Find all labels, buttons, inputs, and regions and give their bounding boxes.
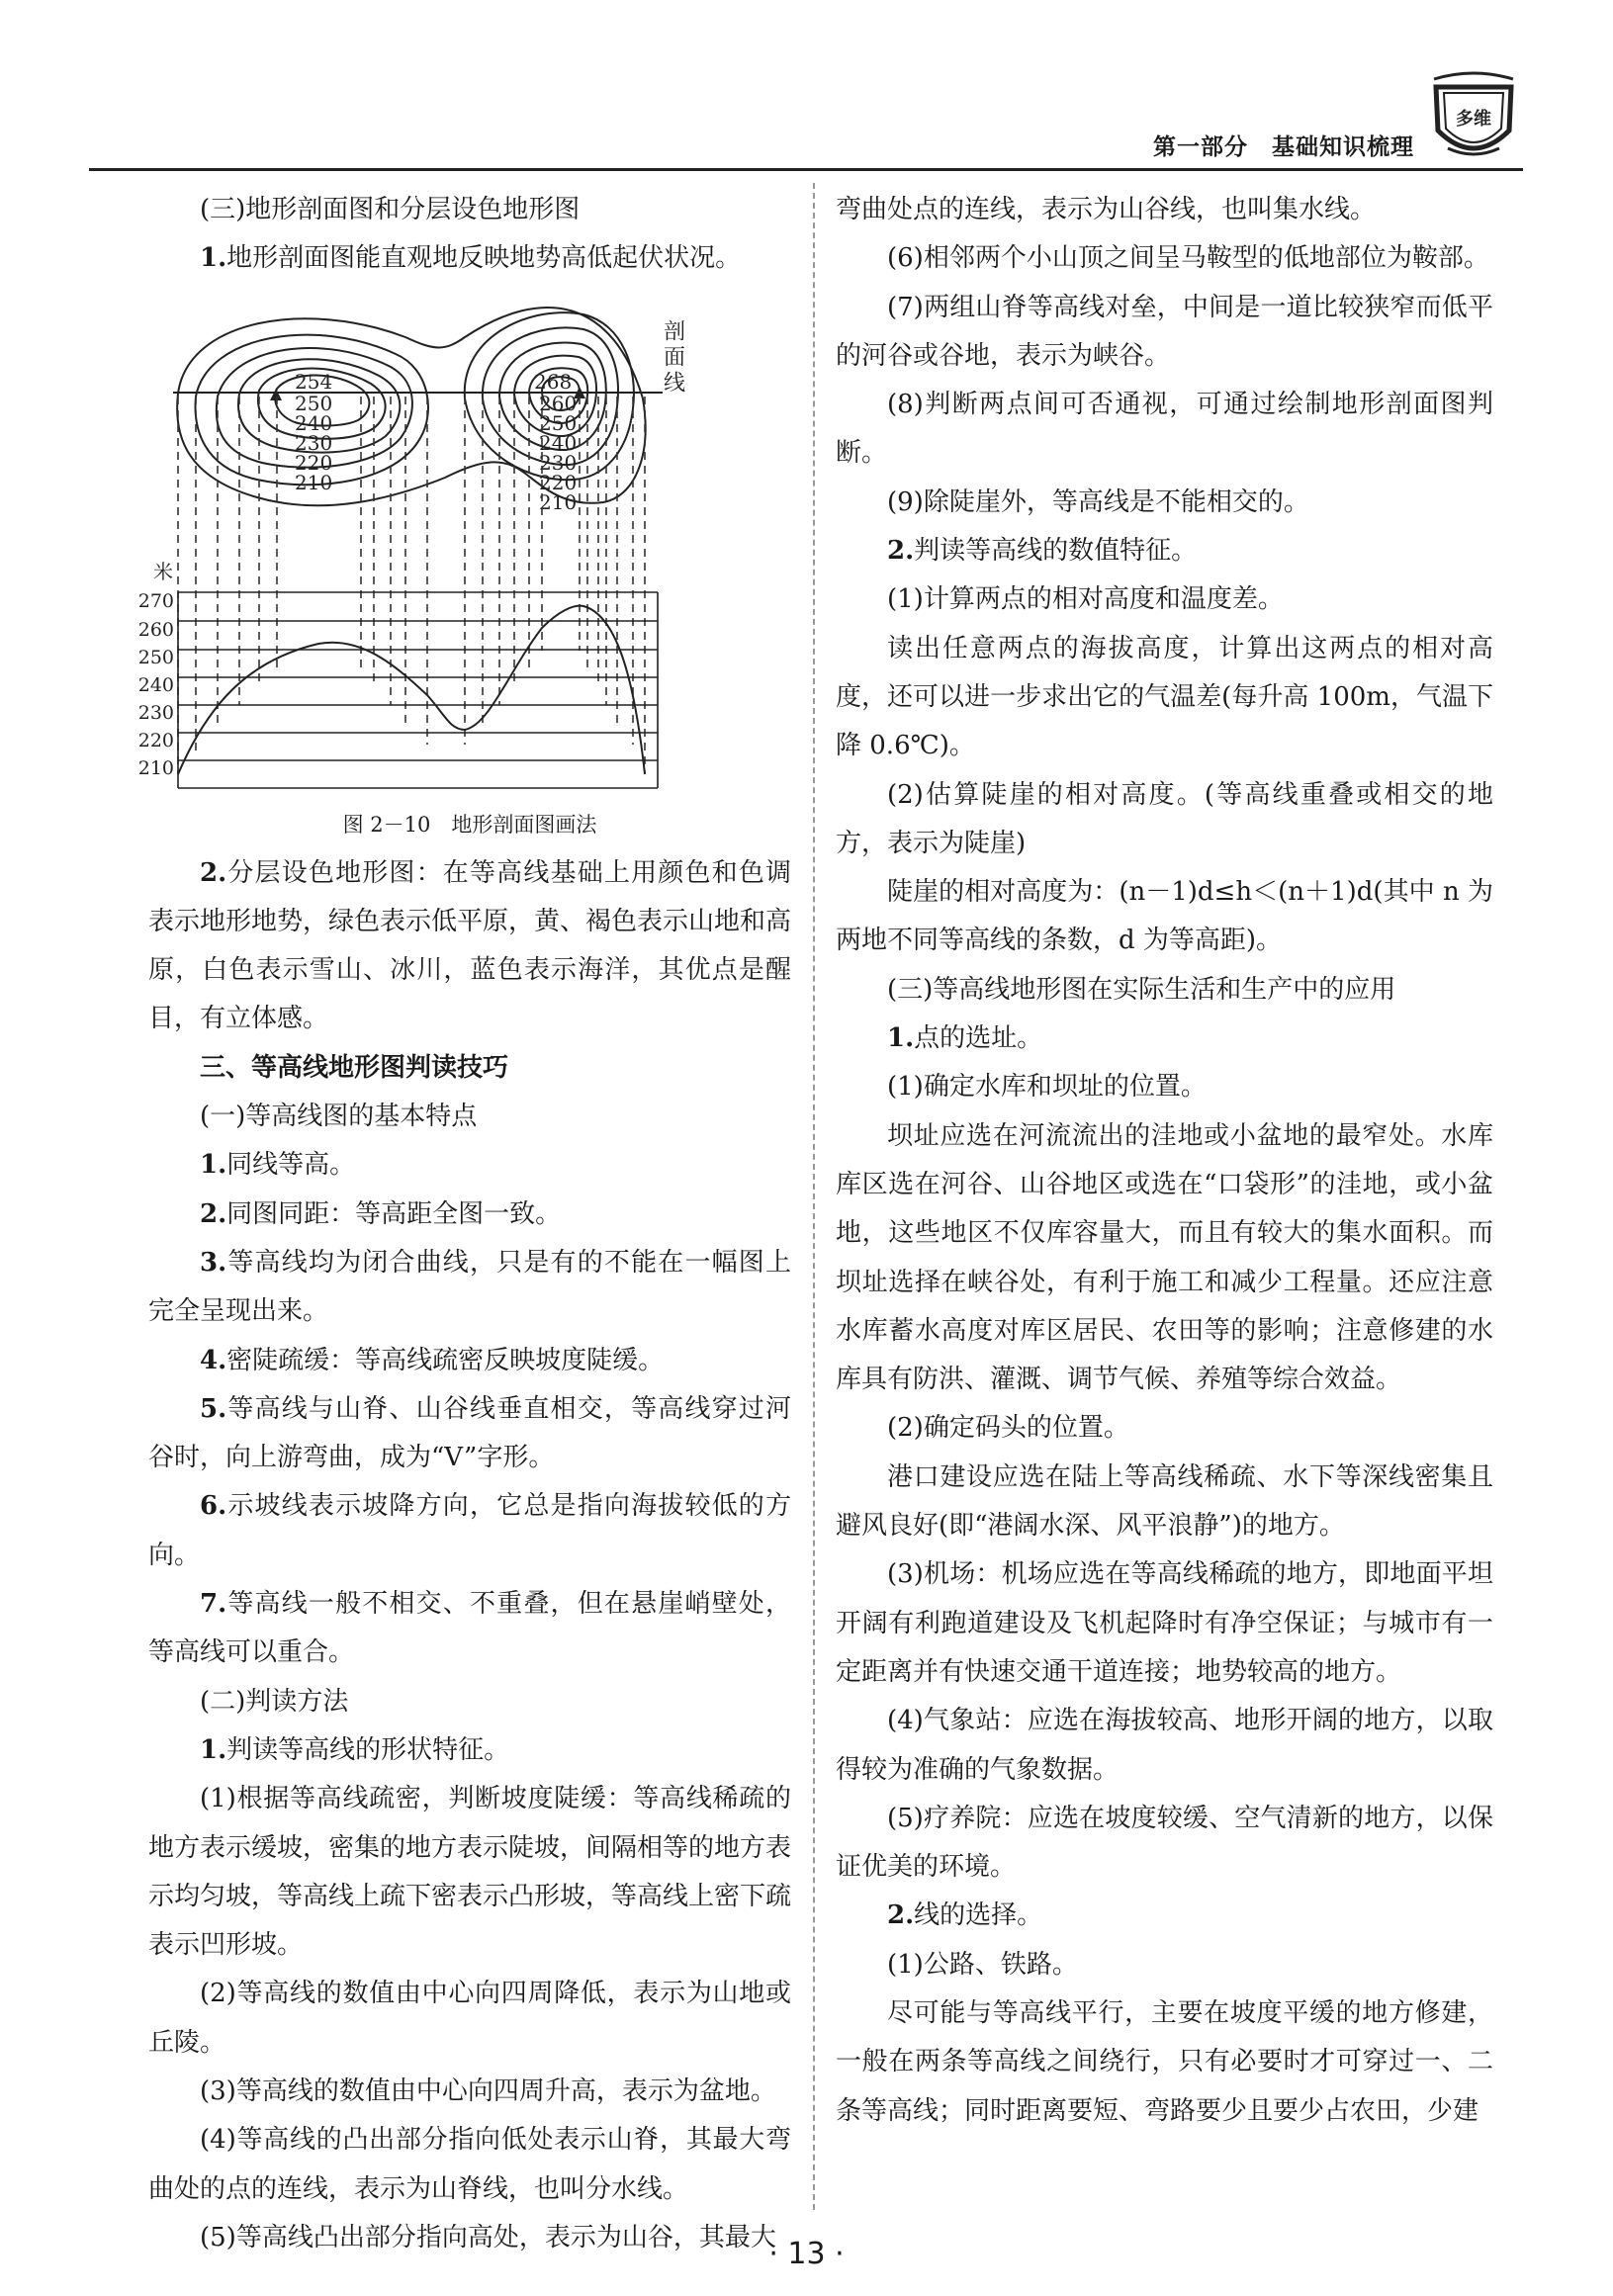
contour-label-left: 250 [295, 391, 333, 415]
contour-label-right: 240 [539, 430, 578, 455]
y-tick-label: 230 [137, 701, 174, 724]
paragraph: (1)计算两点的相对高度和温度差。 [887, 584, 1284, 615]
list-item [148, 1191, 791, 1239]
paragraph [836, 527, 1493, 575]
item-text: 判读等高线的数值特征。 [914, 536, 1198, 567]
subsection-heading: (二)判读方法 [200, 1686, 349, 1717]
item-number: 5. [200, 1393, 227, 1424]
contour-label-right: 220 [539, 470, 578, 494]
header-rule [89, 168, 1523, 171]
peak-right-label: 268 [534, 369, 573, 394]
contour-label-right: 210 [539, 489, 578, 514]
paragraph: 陡崖的相对高度为：(n－1)d≤h＜(n＋1)d(其中 n 为两地不同等高线的条数，d 为等高距)。 [836, 877, 1493, 956]
running-head-title: 基础知识梳理 [1272, 134, 1414, 160]
item-text: 判读等高线的形状特征。 [226, 1734, 510, 1765]
contour-label-left: 240 [295, 410, 333, 435]
item-text: 同图同距：等高距全图一致。 [226, 1198, 562, 1229]
paragraph [148, 849, 791, 1044]
item-text: 等高线一般不相交、不重叠，但在悬崖峭壁处，等高线可以重合。 [148, 1589, 791, 1668]
paragraph: (3)等高线的数值由中心向四周升高，表示为盆地。 [200, 2076, 776, 2107]
subsection-heading: (三)地形剖面图和分层设色地形图 [200, 195, 581, 224]
publisher-logo-icon [1424, 69, 1523, 168]
item-text: 点的选址。 [914, 1023, 1043, 1054]
paragraph: 坝址应选在河流流出的洼地或小盆地的最窄处。水库库区选在河谷、山谷地区或选在“口袋形”的洼地，或小盆地，这些地区不仅库容量大，而且有较大的集水面积。而坝址选择在峡谷处，有利于施工和减少工程量。还应注意水库蓄水高度对库区居民、农田等的影响；注意修建的水库具有防洪、灌溉、调节气候、养殖等综合效益。 [836, 1120, 1493, 1395]
item-number: 1. [200, 243, 227, 274]
page-number: · 13 · [768, 2237, 845, 2271]
item-text: 地形剖面图能直观地反映地势高低起伏状况。 [226, 243, 742, 274]
item-text: 示坡线表示坡降方向，它总是指向海拔较低的方向。 [148, 1491, 791, 1570]
running-head [1153, 129, 1414, 161]
paragraph: (1)确定水库和坝址的位置。 [887, 1072, 1207, 1103]
item-text: 等高线均为闭合曲线，只是有的不能在一幅图上完全呈现出来。 [148, 1247, 791, 1327]
paragraph: 弯曲处点的连线，表示为山谷线，也叫集水线。 [836, 195, 1377, 224]
terrain-profile-diagram [137, 290, 791, 804]
item-text: 线的选择。 [914, 1900, 1043, 1931]
contour-label-left: 230 [295, 430, 333, 455]
paragraph: (1)根据等高线疏密，判断坡度陡缓：等高线稀疏的地方表示缓坡，密集的地方表示陡坡，间隔相等的地方表示均匀坡，等高线上疏下密表示凸形坡，等高线上密下疏表示凹形坡。 [148, 1784, 792, 1961]
y-tick-label: 220 [137, 729, 174, 751]
subsection-heading: (三)等高线地形图在实际生活和生产中的应用 [887, 974, 1396, 1005]
paragraph [836, 1892, 1493, 1940]
contour-label-left: 210 [295, 470, 333, 494]
paragraph: (9)除陡崖外，等高线是不能相交的。 [887, 486, 1309, 517]
paragraph: (4)气象站：应选在海拔较高、地形开阔的地方，以取得较为准确的气象数据。 [836, 1706, 1493, 1785]
paragraph: (2)估算陡崖的相对高度。(等高线重叠或相交的地方，表示为陡崖) [836, 779, 1493, 858]
list-item [148, 1482, 791, 1580]
y-tick-label: 260 [137, 618, 174, 641]
section-heading: 三、等高线地形图判读技巧 [200, 1052, 509, 1083]
y-tick-label: 240 [137, 673, 174, 696]
paragraph: (6)相邻两个小山顶之间呈马鞍型的低地部位为鞍部。 [887, 243, 1489, 274]
figure-caption: 图 2－10 地形剖面图画法 [342, 812, 597, 837]
item-text: 等高线与山脊、山谷线垂直相交，等高线穿过河谷时，向上游弯曲，成为“V”字形。 [148, 1393, 791, 1473]
paragraph: (2)确定码头的位置。 [887, 1413, 1129, 1444]
item-number: 2. [887, 536, 915, 567]
item-number: 2. [200, 1198, 227, 1229]
paragraph: 尽可能与等高线平行，主要在坡度平缓的地方修建，一般在两条等高线之间绕行，只有必要时才可穿过一、二条等高线；同时距离要短、弯路要少且要少占农田，少建 [836, 1997, 1493, 2126]
contour-label-right: 260 [539, 391, 578, 415]
page-header [89, 69, 1523, 178]
paragraph: (1)公路、铁路。 [887, 1949, 1078, 1980]
item-number: 1. [200, 1734, 227, 1765]
item-text: 分层设色地形图：在等高线基础上用颜色和色调表示地形地势，绿色表示低平原，黄、褐色表示山地和高原，白色表示雪山、冰川，蓝色表示海洋，其优点是醒目，有立体感。 [148, 857, 792, 1034]
paragraph: (7)两组山脊等高线对垒，中间是一道比较狭窄而低平的河谷或谷地，表示为峡谷。 [836, 292, 1493, 371]
subsection-heading: (一)等高线图的基本特点 [200, 1102, 478, 1132]
item-number: 4. [200, 1345, 227, 1375]
svg-text:多维: 多维 [1456, 109, 1491, 130]
paragraph: 读出任意两点的海拔高度，计算出这两点的相对高度，还可以进一步求出它的气温差(每升高 100m，气温下降 0.6℃)。 [836, 633, 1493, 761]
paragraph: (3)机场：机场应选在等高线稀疏的地方，即地面平坦开阔有利跑道建设及飞机起降时有净空保证；与城市有一定距离并有快速交通干道连接；地势较高的地方。 [836, 1559, 1493, 1687]
paragraph: (8)判断两点间可否通视，可通过绘制地形剖面图判断。 [836, 390, 1493, 469]
right-column [836, 186, 1493, 2136]
profile-line-label: 剖面线 [660, 318, 685, 397]
item-number: 1. [200, 1150, 227, 1181]
item-number: 7. [200, 1589, 227, 1620]
profile-grid [178, 592, 658, 788]
list-item [148, 1580, 791, 1678]
list-item [148, 1337, 791, 1385]
item-number: 6. [200, 1491, 227, 1522]
list-item [148, 1385, 791, 1483]
paragraph: (5)疗养院：应选在坡度较缓、空气清新的地方，以保证优美的环境。 [836, 1803, 1493, 1883]
item-number: 2. [200, 857, 227, 888]
y-axis-unit: 米 [153, 559, 173, 583]
paragraph [148, 1726, 791, 1775]
paragraph [148, 234, 791, 283]
contour-label-left: 220 [295, 450, 333, 475]
item-number: 2. [887, 1900, 915, 1931]
item-text: 密陡疏缓：等高线疏密反映坡度陡缓。 [226, 1345, 665, 1375]
paragraph: (2)等高线的数值由中心向四周降低，表示为山地或丘陵。 [148, 1979, 791, 2058]
y-tick-label: 270 [137, 589, 174, 612]
list-item [148, 1141, 791, 1190]
item-text: 同线等高。 [226, 1150, 356, 1181]
paragraph [836, 1015, 1493, 1063]
item-number: 1. [887, 1023, 915, 1054]
list-item [148, 1239, 791, 1337]
paragraph: (4)等高线的凸出部分指向低处表示山脊，其最大弯曲处的点的连线，表示为山脊线，也叫分水线。 [148, 2125, 791, 2204]
y-tick-label: 210 [137, 756, 174, 779]
contour-label-right: 230 [539, 450, 578, 475]
y-tick-label: 250 [137, 646, 174, 668]
paragraph: 港口建设应选在陆上等高线稀疏、水下等深线密集且避风良好(即“港阔水深、风平浪静”)的地方。 [836, 1461, 1493, 1542]
contour-label-right: 250 [539, 410, 578, 435]
paragraph: (5)等高线凸出部分指向高处，表示为山谷，其最大 [200, 2222, 776, 2252]
terrain-profile-curve [178, 605, 645, 773]
column-divider [813, 183, 815, 2210]
terrain-profile-figure [137, 290, 791, 804]
peak-left-label: 254 [295, 369, 333, 394]
item-number: 3. [200, 1247, 227, 1278]
peak-left-icon [270, 389, 282, 400]
left-column [137, 186, 792, 2262]
running-head-section: 第一部分 [1153, 134, 1248, 160]
